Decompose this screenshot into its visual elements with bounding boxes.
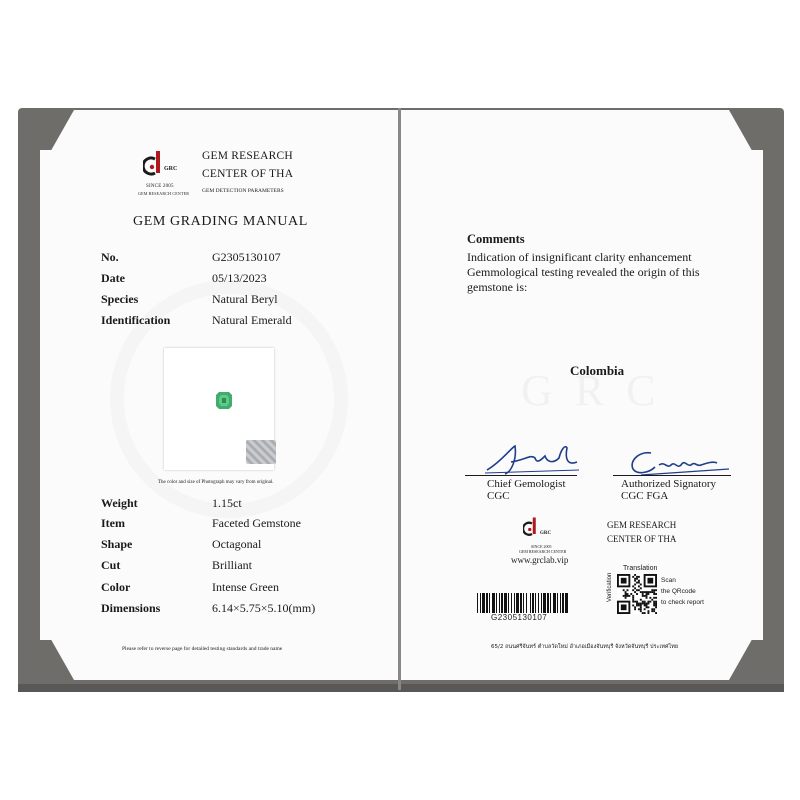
signer2-org: CGC FGA bbox=[621, 490, 669, 502]
org-name-line1: GEM RESEARCH bbox=[202, 150, 293, 162]
field-value-weight: 1.15ct bbox=[212, 496, 242, 510]
logo-sub: GEM RESEARCH CENTER bbox=[138, 191, 190, 196]
org-name-line2: CENTER OF THA bbox=[202, 168, 294, 180]
logo-since: SINCE 2005 bbox=[146, 184, 174, 189]
address: 65/2 ถนนศรีจันทร์ ตำบลวัดใหม่ อำเภอเมืองจันทบุรี จังหวัดจันทบุรี ประเทศไทย bbox=[491, 644, 679, 650]
signer1-title: Chief Gemologist bbox=[487, 478, 566, 490]
right-page bbox=[401, 110, 763, 680]
field-value-shape: Octagonal bbox=[212, 537, 262, 551]
logo-text: GRC bbox=[164, 166, 178, 172]
comments-line3: gemstone is: bbox=[467, 280, 528, 294]
field-label-item: Item bbox=[101, 516, 125, 530]
gem-photo-card bbox=[164, 348, 274, 470]
qr-text-line2: the QRcode bbox=[661, 588, 696, 595]
photo-caption: The color and size of Photograph may vary from original. bbox=[158, 480, 274, 485]
signature-chief-icon bbox=[481, 440, 581, 480]
qr-text-line3: to check report bbox=[661, 599, 704, 606]
left-page bbox=[40, 110, 398, 680]
page-title: GEM GRADING MANUAL bbox=[133, 214, 308, 229]
field-value-dimensions: 6.14×5.75×5.10(mm) bbox=[212, 601, 316, 615]
qr-heading: Translation bbox=[623, 565, 658, 572]
logo-text-right: GRC bbox=[540, 531, 552, 536]
field-value-species: Natural Beryl bbox=[212, 292, 278, 306]
field-value-no: G2305130107 bbox=[212, 250, 281, 264]
corner-pocket-top-left bbox=[40, 110, 80, 150]
origin: Colombia bbox=[570, 363, 625, 378]
signer1-org: CGC bbox=[487, 490, 510, 502]
field-value-item: Faceted Gemstone bbox=[212, 516, 301, 530]
signer2-title: Authorized Signatory bbox=[621, 478, 717, 490]
corner-pocket-bottom-right bbox=[723, 640, 763, 680]
comments-heading: Comments bbox=[467, 232, 525, 246]
field-value-date: 05/13/2023 bbox=[212, 271, 267, 285]
hologram-seal-icon bbox=[246, 440, 276, 464]
footer-note: Please refer to reverse page for detailed testing standards and trade name bbox=[122, 646, 283, 652]
grc-logo-icon bbox=[143, 150, 183, 180]
field-label-date: Date bbox=[101, 271, 125, 285]
signature-line-authorized bbox=[613, 475, 731, 476]
field-label-species: Species bbox=[101, 292, 139, 306]
qr-code-icon bbox=[617, 574, 657, 614]
field-value-color: Intense Green bbox=[212, 580, 279, 594]
logo-since-right: SINCE 2005 bbox=[531, 544, 552, 549]
grc-logo-icon bbox=[523, 515, 553, 541]
field-label-color: Color bbox=[101, 580, 131, 594]
comments-line2: Gemmological testing revealed the origin of this bbox=[467, 265, 700, 279]
field-label-identification: Identification bbox=[101, 313, 171, 327]
field-label-weight: Weight bbox=[101, 496, 138, 510]
tagline: GEM DETECTION PARAMETERS bbox=[202, 188, 284, 194]
org-name-right-line2: CENTER OF THA bbox=[607, 534, 677, 544]
website: www.grclab.vip bbox=[511, 555, 569, 565]
qr-text-line1: Scan bbox=[661, 577, 676, 584]
corner-pocket-bottom-left bbox=[40, 640, 80, 680]
field-label-cut: Cut bbox=[101, 558, 121, 572]
emerald-gem-icon bbox=[216, 392, 232, 409]
field-value-cut: Brilliant bbox=[212, 558, 252, 572]
barcode-number: G2305130107 bbox=[491, 613, 548, 622]
comments-line1: Indication of insignificant clarity enhancement bbox=[467, 250, 692, 264]
field-label-shape: Shape bbox=[101, 537, 133, 551]
org-name-right-line1: GEM RESEARCH bbox=[607, 520, 677, 530]
qr-side-label: Verification bbox=[607, 572, 613, 602]
field-value-identification: Natural Emerald bbox=[212, 313, 292, 327]
field-label-dimensions: Dimensions bbox=[101, 601, 161, 615]
field-label-no: No. bbox=[101, 250, 119, 264]
folder-bottom-edge bbox=[18, 684, 784, 692]
logo-sub-right: GEM RESEARCH CENTER bbox=[519, 549, 567, 554]
corner-pocket-top-right bbox=[723, 110, 763, 150]
signature-line-chief bbox=[465, 475, 577, 476]
